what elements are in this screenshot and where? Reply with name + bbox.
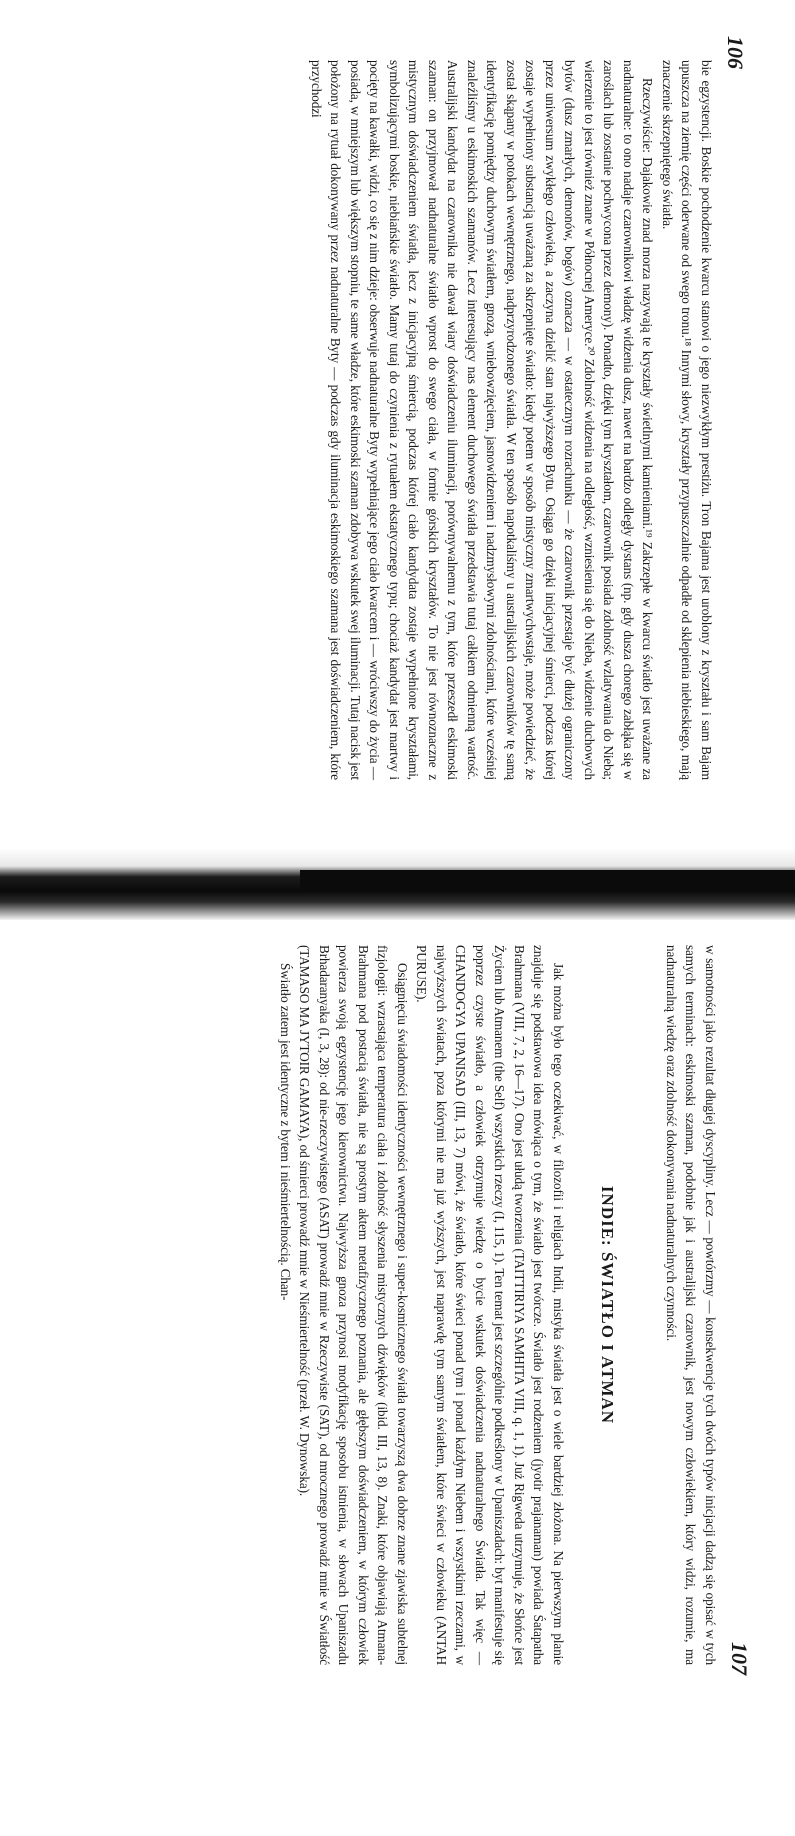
page-number-left: 106: [723, 36, 748, 69]
right-page: [0, 915, 795, 1836]
left-page: [0, 0, 795, 850]
paragraph: Osiągnięciu świadomości identyczności wewnętrznego i super-kosmicznego światła towarzyszą dwa dobrze znane zjawiska subtelnej fizjologii: wzrastająca temperatura ciała i zdolność słyszenia mistycznych dźwięków (ibid. III, 13, 8). Znaki, które objawiają Atmana-Brahmana pod postacią światła, nie są prostym aktem metafizycznego poznania, ale głębszym doświadczeniem, w którym człowiek powierza swoją egzystencję jego kierownictwu. Najwyższa gnoza przynosi modyfikację sposobu istnienia, w słowach Upaniszadu Brhadaranyaka (I, 3, 28): od nie-rzeczywistego (ASAT) prowadź mnie w Rzeczywiste (SAT), od mrocznego prowadź mnie w Światłość (TAMASO MA JYTOIR GAMAYA), od śmierci prowadź mnie w Nieśmiertelność (przeł. W. Dynowska).: [297, 945, 410, 1665]
paragraph: w samotności jako rezultat długiej dyscypliny. Lecz — powtórzmy — konsekwencje tych dwóch typów inicjacji dadzą się opisać w tych samych terminach: eskimoski szaman, podobnie jak i australijski czarownik, jest nowym człowiekiem, który widzi, rozumie, ma nadnaturalną wiedzę oraz zdolność dokonywania nadnaturalnych czynności.: [664, 945, 718, 1665]
paragraph: Jak można było tego oczekiwać, w filozofii i religiach Indii, mistyka światła jest o wiele bardziej złożona. Na pierwszym planie znajduje się podstawowa idea mówiąca o tym, że światło jest twórcze. Światło jest rodzeniem (jyotir prajanaman) powiada Śatapatha Brahmana (VIII, 7, 2, 16—17). Ono jest ułudą tworzenia (TAITTIRIYA SAMHITA VIII, q. 1, 1). Już Rigweda utrzymuje, że Słońce jest Życiem lub Atmanem (the Self) wszystkich rzeczy (I, 115, 1). Ten temat jest szczególnie podkreślony w Upaniszadach: byt manifestuje się poprzez czyste światło, a człowiek otrzymuje wiedzę o bycie wskutek doświadczenia nadnaturalnego Światła. Tak więc — CHANDOGYA UPANISAD (III, 13, 7) mówi, że światło, które świeci ponad tym i ponad każdym Niebem i wszystkimi rzeczami, w najwyższych światach, poza którymi nie ma już wyższych, jest naprawdę tym samym światłem, które świeci w człowieku (ANTAH PURUSE).: [414, 945, 566, 1665]
left-page-body: [35, 60, 716, 780]
book-spine-dark-band: [300, 870, 795, 890]
paragraph: Rzeczywiście: Dajakowie znad morza nazywają te kryształy świetlnymi kamieniami.¹⁹ Zakrzepłe w kwarcu światło jest uważane za nadnaturalne: to ono nadaje czarownikowi władzę widzenia dusz, nawet na bardzo odległy dystans (np. gdy dusza chorego zabłąka się w zaroślach lub zostanie pochwycona przez demony). Ponadto, dzięki tym kryształom, czarownik posiada zdolność wzlatywania do Nieba; wierzenie to jest również znane w Północnej Ameryce.²⁰ Zdolność widzenia na odległość, wzniesienia się do Nieba, widzenie duchowych bytów (dusz zmarłych, demonów, bogów) oznacza — w ostatecznym rozrachunku — że czarownik przestaje być dłużej ograniczony przez uniwersum zwykłego człowieka, a zaczyna dzielić stan najwyższego Bytu. Osiąga go dzięki inicjacyjnej śmierci, podczas której zostaje wypełniony substancją uważaną za skrzepnięte światło: kiedy potem w sposób mistyczny zmartwychwstaje, może powiedzieć, że został skąpany w potokach wewnętrznego, nadprzyrodzonego światła. W ten sposób napotkaliśmy u australijskich czarowników tę samą identyfikację pomiędzy duchowym światłem, gnozą, wniebowzięciem, jasnowidzeniem i nadzmysłowymi zdolnościami, które wcześniej znaleźliśmy u eskimoskich szamanów. Lecz interesujący nas element duchowego światła przedstawia tutaj całkiem odmienną wartość. Australijski kandydat na czarownika nie dawał wiary doświadczeniu iluminacji, porównywalnemu z tym, które przeszedł eskimoski szaman: on przyjmował nadnaturalne światło wprost do swego ciała, w formie górskich kryształów. To nie jest równoznaczne z mistycznym doświadczeniem światła, lecz z inicjacyjną śmiercią, podczas której ciało kandydata zostaje wypełnione kryształami, symbolizującymi boskie, niebiańskie światło. Mamy tutaj do czynienia z rytuałem ekstatycznego typu; chociaż kandydat jest martwy i pocięty na kawałki, widzi, co się z nim dzieje: obserwuje nadnaturalne Byty wypełniające jego ciało kwarcem i — wróciwszy do życia — posiada, w mniejszym lub większym stopniu, te same władze, które eskimoski szaman zdobywa wskutek swej iluminacji. Tutaj nacisk jest położony na rytuał dokonywany przez nadnaturalne Byty — podczas gdy iluminacja eskimoskiego szamana jest doświadczeniem, które przychodzi: [309, 60, 656, 780]
paragraph: Światło zatem jest identyczne z bytem i nieśmiertelnością. Chan-: [278, 963, 293, 1301]
right-page-rotated-content: [25, 915, 760, 1695]
paragraph: bie egzystencji. Boskie pochodzenie kwarcu stanowi o jego niezwykłym prestiżu. Tron Bajama jest uroblony z kryształu i sam Bajam upuszcza na ziemię części oderwane od swego tronu.¹⁸ Innymi słowy, kryształy przypuszczalnie odpadłe od sklepienia niebieskiego, mają znaczenie skrzepniętego światła.: [660, 60, 714, 780]
section-heading: INDIE: ŚWIATŁO I ATMAN: [598, 1185, 618, 1425]
right-page-body: [35, 945, 720, 1665]
left-page-rotated-content: [25, 30, 760, 810]
page-number-right: 107: [727, 1642, 752, 1675]
